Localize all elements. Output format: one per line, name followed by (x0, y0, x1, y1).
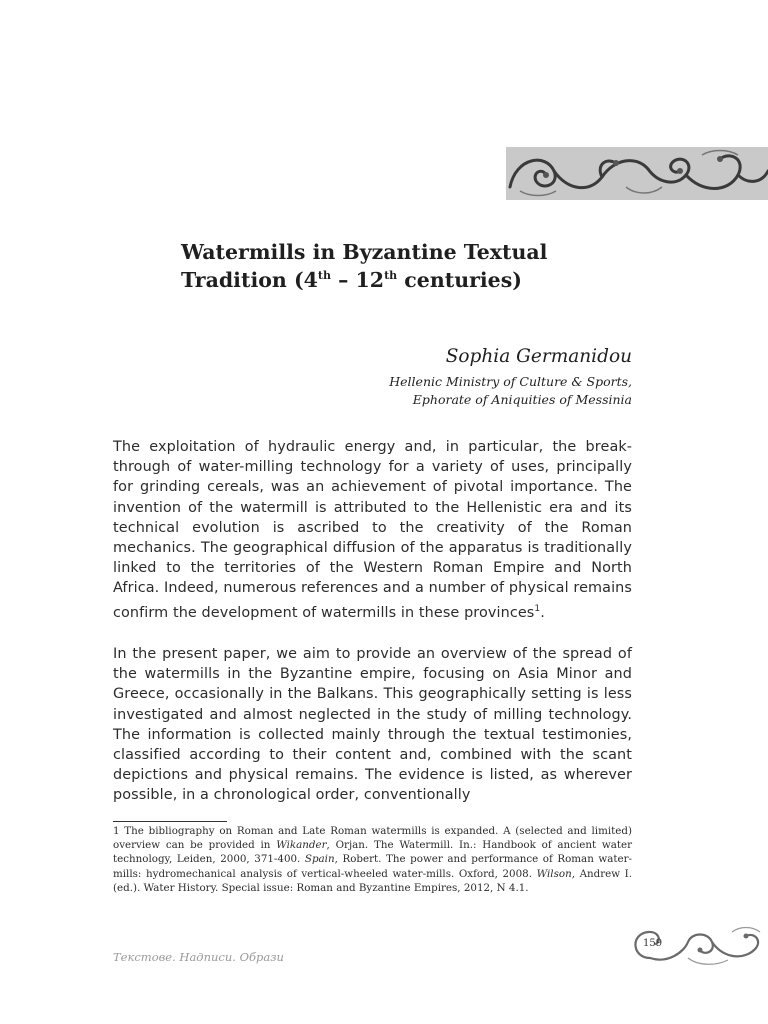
header-ornament (506, 147, 768, 200)
title-sup1: th (317, 269, 331, 282)
footnote-ref-author-2: Spain (304, 853, 335, 866)
footnote-text-d: , Andrew I. (ed.). Water History. Special issue: Roman and Byzantine Empires, 2012, N 4.1. (113, 867, 632, 894)
page-number: 159 (643, 938, 663, 949)
body-paragraph-2: In the present paper, we aim to provide an overview of the spread of the watermills in the Byzantine empire, focusing on Asia Minor and Greece, occasionally in the Balkans. This geographically setting is less investigated and almost neglected in the study of milling technology. The information is collected mainly through the textual testimonies, classified according to their content and, combined with the scant depictions and physical remains. The evidence is listed, as wherever possible, in a chronological order, conventionally (113, 646, 632, 804)
title-sup2: th (384, 269, 398, 282)
footnote-ref-author-3: Wilson (536, 867, 572, 880)
author-name: Sophia Germanidou (445, 346, 632, 367)
footnote-ref-1[interactable]: 1 (534, 603, 541, 614)
footnote-text-a: The bibliography on Roman and Late Roman watermills is expanded. A (selected and limited) overview can be provided in (113, 825, 632, 852)
paragraph-1-text: The exploitation of hydraulic energy and, in particular, the breakthrough of water-milling technology for a variety of uses, principally for grinding cereals, was an achievement of pivotal importance. The invention of the watermill is attributed to the Hellenistic era and its technical evolution is ascribed to the creativity of the Roman mechanics. The geographical diffusion of the apparatus is traditionally linked to the territories of the Western Roman Empire and North Africa. Indeed, numerous references and a number of physical remains confirm the development of watermills in these provinces (113, 439, 632, 621)
author-affiliation (389, 373, 632, 409)
body-paragraph-1 (113, 437, 632, 623)
running-title: Текстове. Надписи. Образи (113, 950, 284, 964)
title-line2-suffix: centuries) (397, 268, 522, 292)
footnote-ref-author-1: Wikander (276, 839, 327, 852)
paper-title (181, 238, 641, 294)
affiliation-line2: Ephorate of Aniquities of Messinia (412, 392, 632, 407)
footnote-1 (113, 824, 632, 895)
title-line2-prefix: Tradition (4 (181, 268, 318, 292)
scroll-ornament-icon (506, 147, 768, 200)
affiliation-line1: Hellenic Ministry of Culture & Sports, (389, 374, 632, 389)
footnote-text-c: , Robert. The power and performance of Roman water-mills: hydromechanical analysis of vertical-wheeled water-mills. Oxford, 2008. (113, 853, 632, 880)
footnote-number: 1 (113, 825, 120, 837)
title-line1: Watermills in Byzantine Textual (181, 240, 548, 264)
title-mid: – 12 (331, 268, 385, 292)
footnote-divider (113, 821, 227, 822)
footnote-text-b: , Orjan. The Watermill. In.: Handbook of ancient water technology, Leiden, 2000, 371-400. (113, 839, 632, 866)
paragraph-1-end: . (540, 604, 545, 621)
